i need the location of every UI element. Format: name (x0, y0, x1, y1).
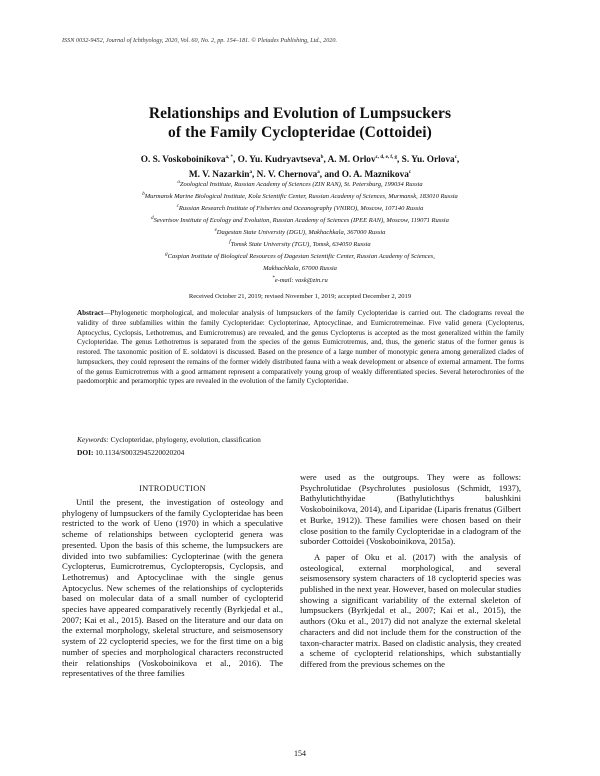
affiliation: $^f$Tomsk State University (TGU), Tomsk, 634050 Russia (229, 239, 371, 248)
received-dates: Received October 21, 2019; revised November 1, 2019; accepted December 2, 2019 (188, 293, 412, 300)
affiliation: $^a$Zoological Institute, Russian Academy of Sciences (ZIN RAN), St. Petersburg, 199034 Russia (177, 180, 423, 189)
left-column (62, 497, 283, 679)
abstract (77, 309, 524, 387)
right-column (300, 472, 521, 670)
journal-citation-header: ISSN 0032-9452, Journal of Ichthyology, 2020, Vol. 60, No. 2, pp. 154–181. © Pleiades Publishing, Ltd., 2020. (62, 37, 338, 44)
affiliation: $^b$Murmansk Marine Biological Institute, Kola Scientific Center, Russian Academy of Sciences, Murmansk, 183010 Russia (142, 191, 458, 201)
title-line-1: Relationships and Evolution of Lumpsuckers (148, 105, 452, 122)
section-heading-introduction: INTRODUCTION (139, 484, 206, 493)
keywords-label: Keywords: (77, 435, 109, 444)
affiliation: Makhachkala, 67000 Russia (263, 264, 337, 272)
keywords-text: Cyclopteridae, phylogeny, evolution, classification (110, 435, 261, 444)
affiliation: $^c$Russian Research Institute of Fisheries and Oceanography (VNIRO), Moscow, 107140 Russia (176, 203, 424, 213)
abstract-label: Abstract (77, 309, 104, 317)
doi (77, 448, 184, 457)
author-email: *e-mail: vask@zin.ru (272, 275, 328, 284)
paragraph: Until the present, the investigation of osteology and phylogeny of lumpsuckers of the family Cyclopteridae has been restricted to the work of Ueno (1970) in which a speculative scheme of relationships between cyclopterid genera was presented. Upon the basis of this scheme, the lumpsuckers are divided into two subfamilies: Cyclopterinae (with the genera Cyclopterus, Eumicrotremus, Cyclopteropsis, Cyclopsis, and Lethotremus) and Aptocyclinae with the single genus Aptocyclus. New schemes of the relationships of cyclopterids based on molecular data of a small number of cyclopterid species have appeared comparatively recently (Byrkjedal et al., 2007; Kai et al., 2015). Based on the literature and our data on the external morphology, skeletal structure, and seismosensory system of 22 cyclopterid species, we for the first time on a big number of species and morphological characters reconstructed their relationships (Voskoboinikova et al., 2016). The representatives of the three families (62, 497, 283, 679)
authors-line-2: M. V. Nazarkin$^a$, N. V. Chernova$^a$, and O. A. Maznikova$^c$ (188, 169, 412, 180)
affiliation: $^d$Severtsov Institute of Ecology and Evolution, Russian Academy of Sciences (IPEE RAN), Moscow, 119071 Russia (151, 215, 449, 225)
doi-label: DOI: (77, 448, 94, 457)
authors-line-1: O. S. Voskoboinikova$^{a, *}$, O. Yu. Kudryavtseva$^b$, A. M. Orlov$^{c, d, e, f, g}$, S. Yu. Orlova$^c$, (140, 155, 460, 166)
title-line-2: of the Family Cyclopteridae (Cottoidei) (168, 124, 432, 141)
paragraph: were used as the outgroups. They were as follows: Psychrolutidae (Psychrolutes pusiolosus (Schmidt, 1937), Bathylutichthyidae (Bathylutichthys balushkini Voskoboinikova, 2014), and Liparidae (Liparis frenatus (Gilbert et Burke, 1912)). These families were chosen based on their close position to the family Cyclopteridae in a cladogram of the suborder Cottoidei (Voskoboinikova, 2015a). (300, 472, 521, 547)
author-list (0, 152, 600, 181)
keywords (77, 435, 261, 444)
paragraph: A paper of Oku et al. (2017) with the analysis of osteological, external morphological, and several seismosensory system characters of 18 cyclopterid species was published in the next year. However, based on molecular studies showing a significant variability of the external skeleton of lumpsuckers (Byrkjedal et al., 2007; Kai et al., 2015), the authors (Oku et al., 2017) did not analyze the external skeletal characters and did not include them for the construction of the taxon-character matrix. Based on cladistic analysis, they created a scheme of cyclopterid relationships, which substantially differed from the previous schemes on the (300, 551, 521, 669)
article-title (0, 104, 600, 142)
abstract-text: —Phylogenetic morphological, and molecular analysis of lumpsuckers of the family Cyclopteridae is carried out. The cladograms reveal the validity of three subfamilies within the family Cyclopteridae: Cyclopterinae, Aptocyclinae, and Eumicrotremeinae. Five valid genera (Cyclopterus, Aptocyclus, Cyclopsis, Lethotremus, and Eumicrotremus) are revealed, and the genus Cyclopterus is accepted as the most generalized within the family Cyclopteridae. The genus Lethotremus is separated from the species of the genus Eumicrotremus, and, thus, the generic status of the former genus is restored. The taxonomic position of E. soldatovi is discussed. Based on the presence of a large number of monotypic genera among generalized clades of lumpsuckers, they could represent the remains of the former widely distributed fauna with a weak development or absence of external armament. The forms of the genus Eumicrotremus with a good armament represent a comparatively young group of weakly differentiated species. Several heterochronies of the paedomorphic and peramorphic types are revealed in the evolution of the family Cyclopteridae. (77, 309, 524, 386)
affiliations (0, 178, 600, 286)
affiliation: $^g$Caspian Institute of Biological Resources of Dagestan Scientific Center, Russian Academy of Sciences, (165, 251, 435, 260)
page-number: 154 (294, 749, 306, 758)
doi-value: 10.1134/S0032945220020204 (95, 448, 185, 457)
affiliation: $^e$Dagestan State University (DGU), Makhachkala, 367000 Russia (214, 227, 386, 236)
